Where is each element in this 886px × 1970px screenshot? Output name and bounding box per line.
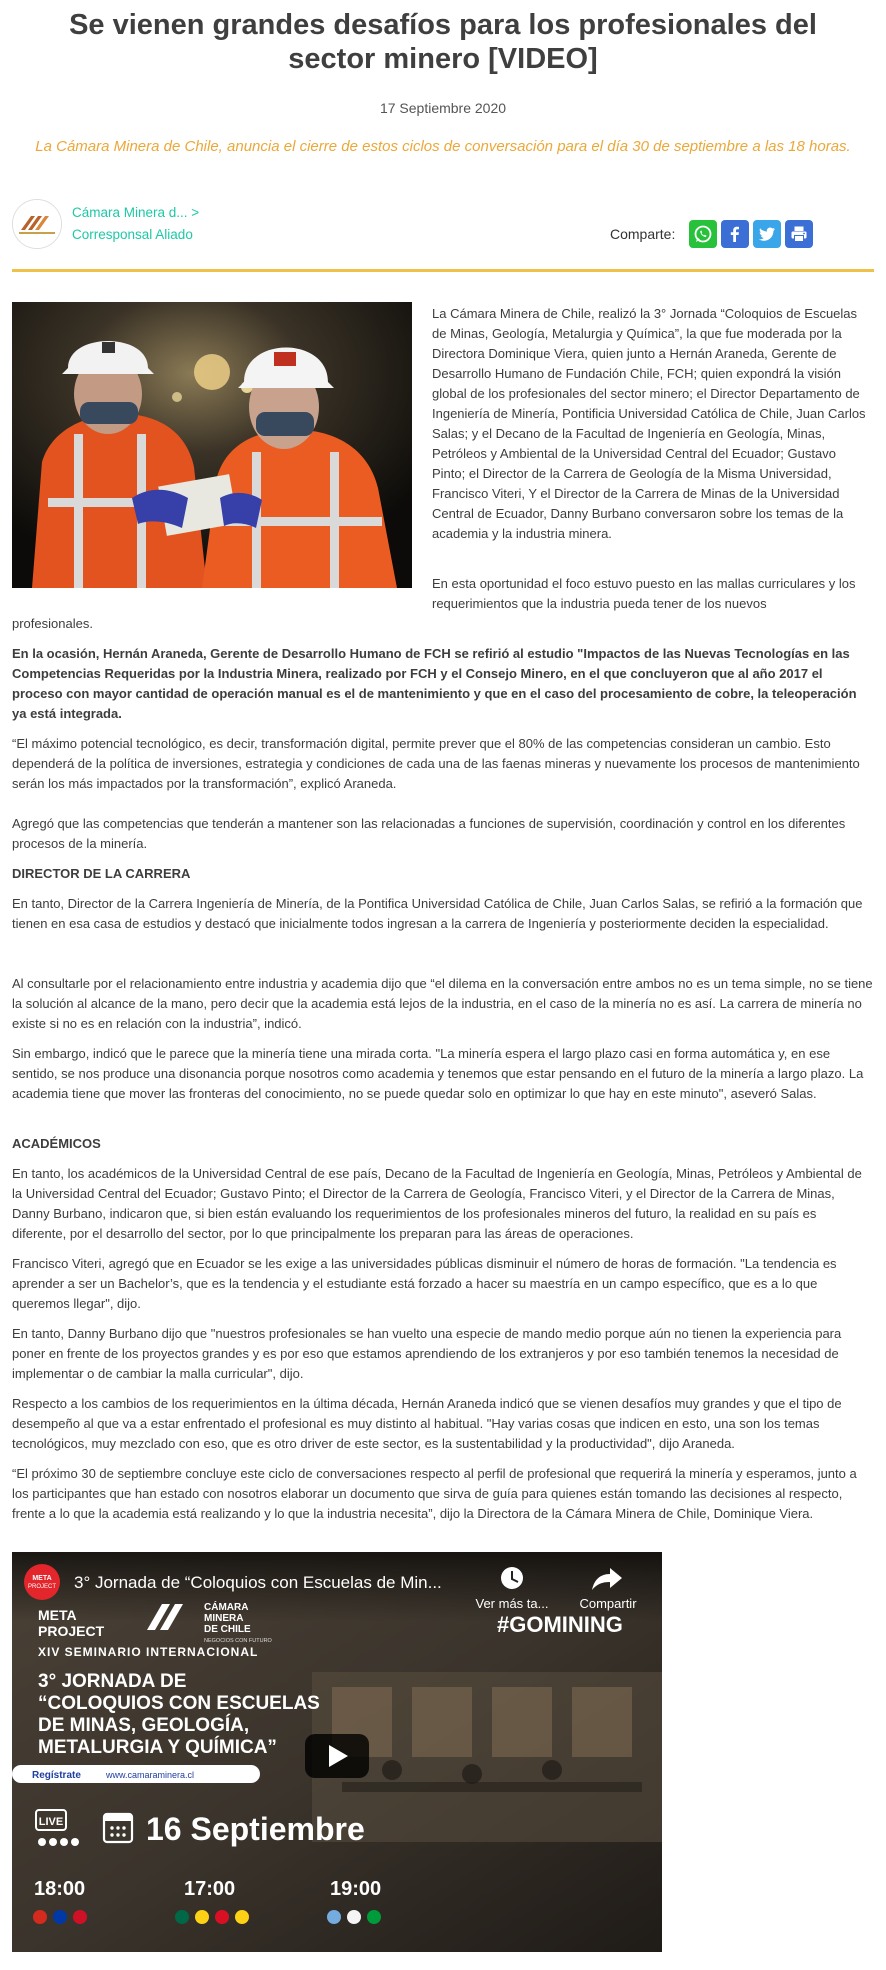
brand-camara-line3: DE CHILE bbox=[204, 1624, 251, 1635]
video-embed[interactable] bbox=[12, 1552, 662, 1952]
article-date: 17 Septiembre 2020 bbox=[379, 100, 507, 116]
paragraph-1: La Cámara Minera de Chile, realizó la 3° Jornada “Coloquios de Escuelas de Minas, Geología, Metalurgia y Química”, la que fue moderada por la Directora Dominique Viera, quien junto a Hernán Araneda, Gerente de Desarrollo Humano de Fundación Chile, FCH; quien expondrá la visión global de los profesionales del sector minero; el Director Departamento de Ingeniería de Minería, Pontificia Universidad Católica de Chile, Juan Carlos Salas; y el Decano de la Facultad de Ingeniería en Geología, Minas, Petróleos y Ambiental de la Universidad Central del Ecuador; Gustavo Pinto; el Director de la Carrera de Geología de la Misma Universidad, Francisco Viteri, Y el Director de la Carrera de Minas de la Universidad Central de Ecuador, Danny Burbano conversaron sobre los temas de la academia y la industria minera. bbox=[432, 306, 866, 541]
whatsapp-share-button[interactable] bbox=[689, 220, 717, 248]
time-2: 17:00 bbox=[184, 1878, 236, 1900]
watch-later-label: Ver más ta... bbox=[475, 1596, 549, 1611]
miners-photo bbox=[12, 302, 412, 588]
headline-line1: 3° JORNADA DE bbox=[38, 1671, 187, 1692]
brand-gomining: #GOMINING bbox=[497, 1612, 623, 1637]
headline-line4: METALURGIA Y QUÍMICA” bbox=[38, 1737, 277, 1758]
section-heading-director: DIRECTOR DE LA CARRERA bbox=[12, 866, 191, 881]
print-button[interactable] bbox=[785, 220, 813, 248]
paragraph-12: Respecto a los cambios de los requerimientos en la última década, Hernán Araneda indicó que se vienen desafíos muy grandes y que el tipo de desempeño al que va a estar enfrentado el profesional es muy distinto al habitual. "Hay varias cosas que indicen en esto, una son los temas tecnológicos, muy mezclado con eso, que es otro driver de este sector, es la sustentabilidad y la productividad", dijo Araneda. bbox=[12, 1396, 842, 1451]
facebook-share-button[interactable] bbox=[721, 220, 749, 248]
paragraph-2: En esta oportunidad el foco estuvo puesto en las mallas curriculares y los requerimientos que la industria pueda tener de los nuevos bbox=[432, 576, 856, 611]
section-heading-academicos: ACADÉMICOS bbox=[12, 1136, 101, 1151]
author-role: Corresponsal Aliado bbox=[72, 227, 193, 242]
paragraph-7: Al consultarle por el relacionamiento entre industria y academia dijo que “el dilema en la conversación entre ambos no es un tema simple, no se tiene la solución al alcance de la mano, pero decir que la academia está lejos de la industria, en el caso de la minería no es así. La carrera de minería no existe si no es en relación con la industria”, indicó. bbox=[12, 976, 873, 1031]
video-channel-avatar[interactable] bbox=[24, 1564, 60, 1600]
paragraph-10: Francisco Viteri, agregó que en Ecuador se les exige a las universidades públicas disminuir el número de horas de formación. "La tendencia es aprender a ser un Bachelor’s, que es la tendencia y el estudiante está forzado a hacer su maestría en un campo específico, que es a lo que queremos llegar", dijo. bbox=[12, 1256, 837, 1311]
video-play-button[interactable] bbox=[305, 1734, 369, 1778]
brand-camara-line2: MINERA bbox=[204, 1613, 244, 1624]
seminar-label: XIV SEMINARIO INTERNACIONAL bbox=[38, 1645, 259, 1659]
register-url: www.camaraminera.cl bbox=[106, 1770, 195, 1780]
video-title[interactable]: 3° Jornada de “Coloquios con Escuelas de Min... bbox=[74, 1573, 442, 1592]
brand-meta-line1: META bbox=[38, 1607, 77, 1623]
camara-minera-logo-icon bbox=[13, 200, 61, 248]
paragraph-9: En tanto, los académicos de la Universidad Central de ese país, Decano de la Facultad de Ingeniería en Geología, Minas, Petróleos y Ambiental de la Universidad Central del Ecuador; Gustavo Pinto; el Director de la Carrera de Geología, Francisco Viteri, y el Director de la Carrera de Minas, Danny Burbano, indicaron que, si bien están evaluando los requerimientos de los profesionales mineros del futuro, la realidad en su país es diferente, por el desarrollo del sector, por lo que principalmente los preparan para las áreas de operaciones. bbox=[12, 1166, 862, 1241]
svg-text:META: META bbox=[32, 1575, 52, 1582]
article-title: Se vienen grandes desafíos para los profesionales del sector minero [VIDEO] bbox=[69, 9, 817, 75]
brand-camara-line1: CÁMARA bbox=[204, 1602, 249, 1613]
facebook-small-icon bbox=[38, 1838, 46, 1846]
video-share-label: Compartir bbox=[579, 1596, 637, 1611]
linkedin-small-icon bbox=[60, 1838, 68, 1846]
time-3: 19:00 bbox=[330, 1878, 382, 1900]
svg-text:PROJECT: PROJECT bbox=[27, 1584, 57, 1590]
paragraph-8: Sin embargo, indicó que le parece que la minería tiene una mirada corta. "La minería espera el largo plazo casi en forma automática y, en ese sentido, se nos produce una disonancia porque nosotros como academia y tenemos que estar pensando en el futuro de la minería a largo plazo. La academia tiene que mover las fronteras del conocimiento, no se puede quedar solo en optimizar lo que hay en este minuto", aseveró Salas. bbox=[12, 1046, 864, 1101]
brand-camara-tagline: NEGOCIOS CON FUTURO bbox=[204, 1638, 272, 1644]
live-label: LIVE bbox=[38, 1816, 64, 1828]
share-label: Comparte: bbox=[610, 226, 676, 242]
paragraph-2-continued: profesionales. bbox=[12, 616, 93, 631]
youtube-small-icon bbox=[71, 1838, 79, 1846]
register-bar[interactable] bbox=[12, 1765, 260, 1783]
author-name-link[interactable]: Cámara Minera d... > bbox=[72, 205, 200, 220]
register-label: Regístrate bbox=[32, 1770, 81, 1781]
header-divider bbox=[12, 269, 874, 272]
event-date: 16 Septiembre bbox=[146, 1811, 365, 1847]
paragraph-3-bold: En la ocasión, Hernán Araneda, Gerente de Desarrollo Humano de FCH se refirió al estudio "Impactos de las Nuevas Tecnologías en las Competencias Requeridas por la Industria Minera, realizado por FCH y el Consejo Minero, en el que concluyeron que al año 2017 el proceso con mayor cantidad de operación manual es el de mantenimiento y que en el caso del procesamiento de cobre, la teleoperación ya está integrada. bbox=[12, 646, 857, 721]
paragraph-6: En tanto, Director de la Carrera Ingeniería de Minería, de la Pontifica Universidad Católica de Chile, Juan Carlos Salas, se refirió a la formación que tienen en esa casa de estudios y destacó que inicialmente todos ingresan a la carrera de Ingeniería y posteriormente deciden la especialidad. bbox=[12, 896, 863, 931]
time-1: 18:00 bbox=[34, 1878, 86, 1900]
article-lead: La Cámara Minera de Chile, anuncia el cierre de estos ciclos de conversación para el día 30 de septiembre a las 18 horas. bbox=[35, 138, 851, 155]
paragraph-3 bbox=[12, 644, 874, 724]
flags-group-1 bbox=[33, 1910, 87, 1924]
author-avatar[interactable] bbox=[12, 199, 62, 249]
facebook-icon bbox=[725, 224, 745, 244]
headline-line3: DE MINAS, GEOLOGÍA, bbox=[38, 1715, 250, 1736]
paragraph-11: En tanto, Danny Burbano dijo que "nuestros profesionales se han vuelto una especie de mando medio porque aún no tienen la experiencia para poner en frente de los proyectos grandes y es por eso que estamos aprendiendo de los extranjeros y por eso también tenemos la necesidad de implementar o de cambiar la malla curricular", dijo. bbox=[12, 1326, 842, 1381]
whatsapp-icon bbox=[693, 224, 713, 244]
share-bar bbox=[610, 220, 813, 248]
brand-meta-line2: PROJECT bbox=[38, 1623, 105, 1639]
twitter-icon bbox=[757, 224, 777, 244]
instagram-small-icon bbox=[49, 1838, 57, 1846]
printer-icon bbox=[789, 224, 809, 244]
headline-line2: “COLOQUIOS CON ESCUELAS bbox=[38, 1693, 320, 1714]
author-block[interactable] bbox=[12, 199, 199, 249]
twitter-share-button[interactable] bbox=[753, 220, 781, 248]
flags-group-3 bbox=[327, 1910, 381, 1924]
paragraph-5: Agregó que las competencias que tenderán a mantener son las relacionadas a funciones de supervisión, coordinación y control en los diferentes procesos de la minería. bbox=[12, 816, 846, 851]
paragraph-13: “El próximo 30 de septiembre concluye este ciclo de conversaciones respecto al perfil de profesional que requerirá la minería y esperamos, junto a los participantes que han estado con nosotros elaborar un documento que sirva de guía para quienes están tomando las decisiones al respecto, frente a lo que la academia está realizando y lo que la industria necesita”, dijo la Directora de la Cámara Minera de Chile, Dominique Viera. bbox=[12, 1466, 857, 1521]
paragraph-4: “El máximo potencial tecnológico, es decir, transformación digital, permite prever que el 80% de las competencias consideran un cambio. Esto dependerá de la política de inversiones, estrategia y condiciones de cada una de las faenas mineras y nuevamente los procesos de mantenimiento serán los más impactados por la transformación”, explicó Araneda. bbox=[12, 736, 860, 791]
